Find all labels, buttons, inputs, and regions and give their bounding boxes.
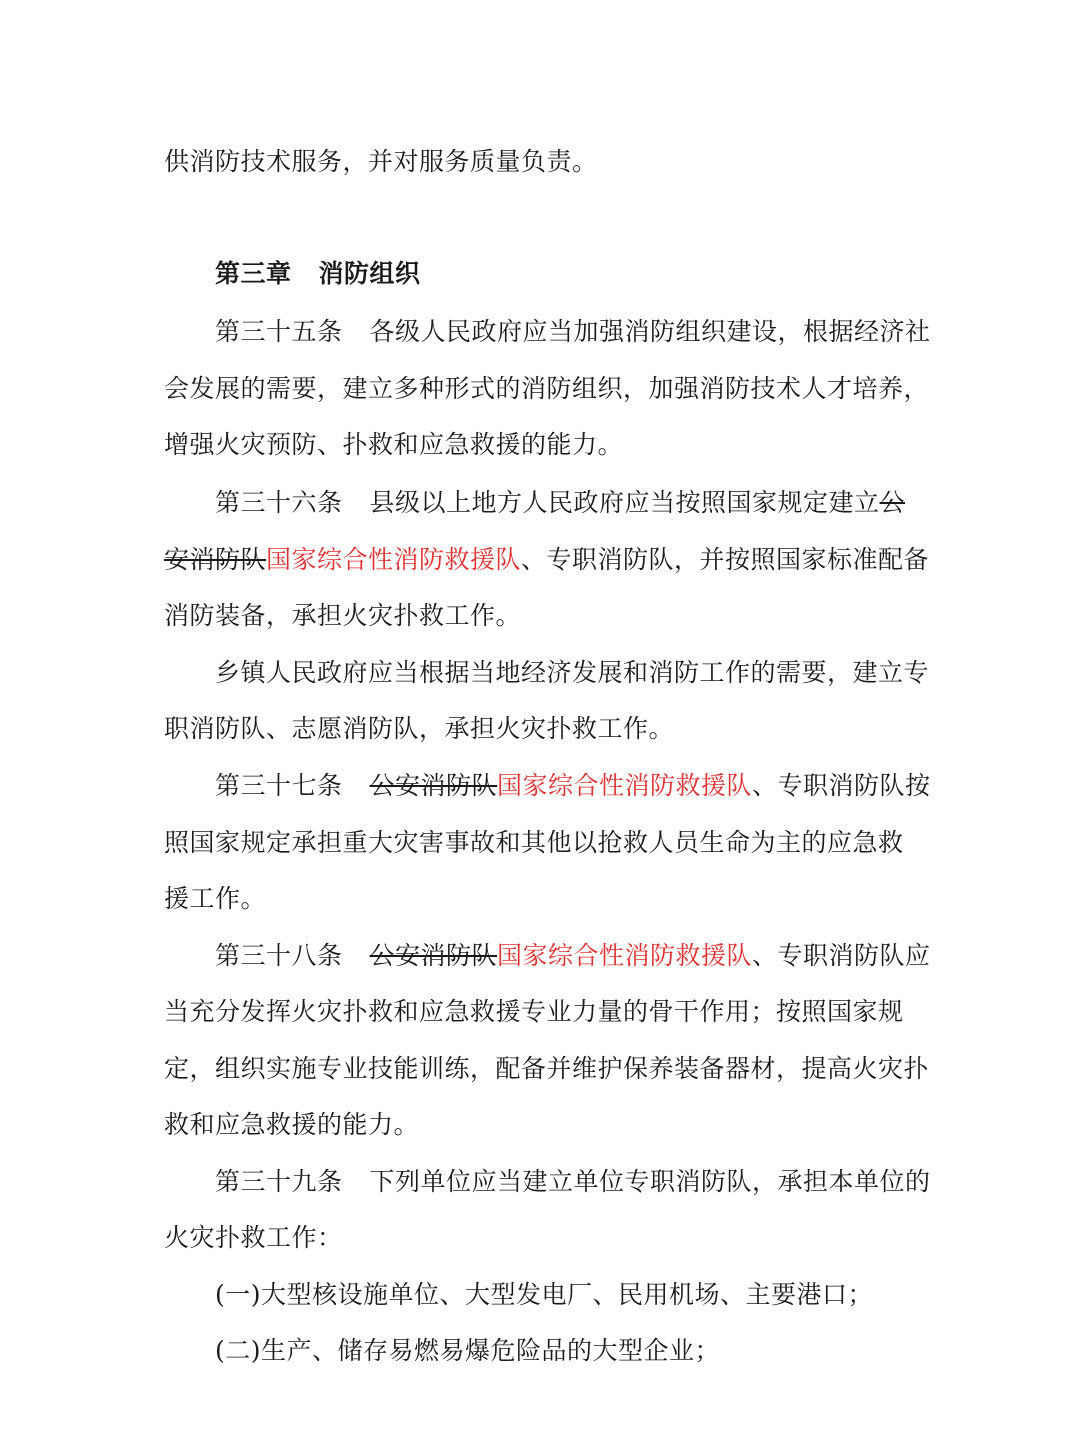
- line-text: 消防装备，承担火灾扑救工作。: [164, 601, 522, 630]
- list-item: [215, 1279, 873, 1311]
- paragraph-line: [164, 713, 674, 745]
- inserted-text: 国家综合性消防救援队: [497, 771, 753, 800]
- line-text: 会发展的需要，建立多种形式的消防组织，加强消防技术人才培养，: [164, 374, 930, 403]
- deleted-text: 公安消防队: [369, 771, 498, 800]
- paragraph-line: [164, 1053, 929, 1085]
- article-number: 第三十八条: [215, 941, 343, 970]
- paragraph-line: [215, 657, 929, 689]
- paragraph-line: [164, 1222, 343, 1254]
- line-text: 职消防队、志愿消防队，承担火灾扑救工作。: [164, 714, 675, 743]
- paragraph-line: [164, 600, 521, 632]
- article-38-line: [215, 940, 931, 972]
- inserted-text: 国家综合性消防救援队: [497, 941, 753, 970]
- line-text: 乡镇人民政府应当根据当地经济发展和消防工作的需要，建立专: [215, 658, 930, 687]
- paragraph-line: [164, 996, 904, 1028]
- line-text: 、专职消防队，并按照国家标准配备: [521, 545, 930, 574]
- paragraph-line: [164, 827, 904, 859]
- paragraph-line: [164, 146, 598, 178]
- chapter-heading: [215, 258, 421, 290]
- deleted-text: 公: [879, 488, 906, 517]
- line-text: 县级以上地方人民政府应当按照国家规定建立: [369, 488, 880, 517]
- inserted-text: 国家综合性消防救援队: [266, 545, 522, 574]
- paragraph-line: [164, 429, 623, 461]
- line-text: 供消防技术服务，并对服务质量负责。: [164, 147, 598, 176]
- line-text: 火灾扑救工作：: [164, 1223, 343, 1252]
- revision-line: [164, 544, 929, 576]
- paragraph-line: [164, 1109, 419, 1141]
- article-number: 第三十五条: [215, 317, 343, 346]
- deleted-text: 安消防队: [164, 545, 267, 574]
- deleted-text: 公安消防队: [369, 941, 498, 970]
- article-37-line: [215, 770, 931, 802]
- line-text: 照国家规定承担重大灾害事故和其他以抢救人员生命为主的应急救: [164, 828, 904, 857]
- article-39-line: [215, 1166, 931, 1198]
- list-item: [215, 1335, 720, 1367]
- article-number: 第三十六条: [215, 488, 343, 517]
- line-text: (二)生产、储存易燃易爆危险品的大型企业；: [215, 1336, 721, 1365]
- article-number: 第三十七条: [215, 771, 343, 800]
- paragraph-line: [164, 883, 266, 915]
- article-36-line: [215, 487, 905, 519]
- paragraph-line: [164, 373, 929, 405]
- line-text: 救和应急救援的能力。: [164, 1110, 420, 1139]
- line-text: 增强火灾预防、扑救和应急救援的能力。: [164, 430, 624, 459]
- line-text: 援工作。: [164, 884, 267, 913]
- line-text: 当充分发挥火灾扑救和应急救援专业力量的骨干作用；按照国家规: [164, 997, 904, 1026]
- chapter-title: 消防组织: [318, 259, 421, 288]
- line-text: (一)大型核设施单位、大型发电厂、民用机场、主要港口；: [215, 1280, 874, 1309]
- line-text: 各级人民政府应当加强消防组织建设，根据经济社: [369, 317, 931, 346]
- line-text: 、专职消防队按: [752, 771, 931, 800]
- line-text: 下列单位应当建立单位专职消防队，承担本单位的: [369, 1167, 931, 1196]
- chapter-label: 第三章: [215, 259, 292, 288]
- line-text: 、专职消防队应: [752, 941, 931, 970]
- article-35-line: [215, 316, 931, 348]
- article-number: 第三十九条: [215, 1167, 343, 1196]
- line-text: 定，组织实施专业技能训练，配备并维护保养装备器材，提高火灾扑: [164, 1054, 930, 1083]
